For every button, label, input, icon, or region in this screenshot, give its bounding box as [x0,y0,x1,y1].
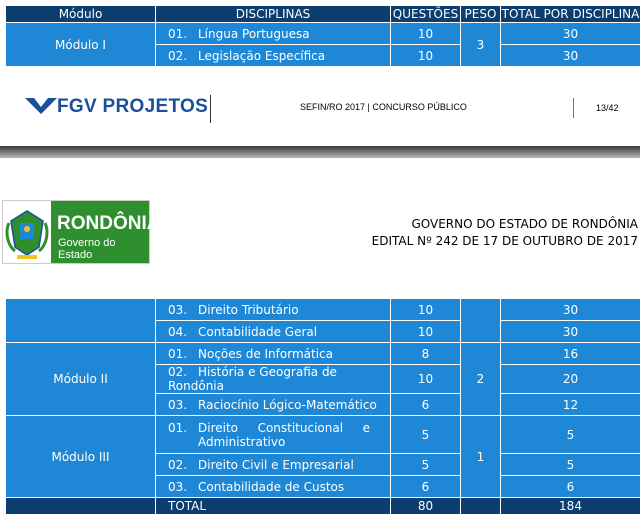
table-row: 01. Noções de Informática [156,343,391,365]
questoes-cell: 5 [391,416,461,454]
questoes-cell: 10 [391,299,461,321]
questoes-cell: 5 [391,454,461,476]
footer-divider-right [573,98,574,118]
questoes-cell: 6 [391,394,461,416]
peso-cell: 3 [461,23,501,67]
questoes-cell: 8 [391,343,461,365]
total-cell: 20 [501,365,640,394]
total-cell: 5 [501,454,640,476]
modulo-cell-continued [6,299,156,343]
header-edital: EDITAL Nº 242 DE 17 DE OUTUBRO DE 2017 [372,234,638,248]
col-header-peso: PESO [461,6,501,23]
col-header-modulo: Módulo [6,6,156,23]
modulo-cell: Módulo III [6,416,156,498]
table-row: 03. Direito Tributário [156,299,391,321]
col-header-questoes: QUESTÕES [391,6,461,23]
total-peso-empty [461,498,501,515]
modulo-cell: Módulo II [6,343,156,416]
total-sum: 184 [501,498,640,515]
total-cell: 16 [501,343,640,365]
table-row: 03. Raciocínio Lógico-Matemático [156,394,391,416]
total-questoes: 80 [391,498,461,515]
table-row: 03. Contabilidade de Custos [156,476,391,498]
questoes-cell: 10 [391,23,461,45]
modulo-cell: Módulo I [6,23,156,67]
total-label: TOTAL [156,498,391,515]
table-row: 01. Direito Constitucional e Administrativo [156,416,391,454]
page-number: 13/42 [596,103,619,113]
total-cell: 6 [501,476,640,498]
table-row: 02. História e Geografia de Rondônia [156,365,391,394]
questoes-cell: 10 [391,321,461,343]
questoes-cell: 6 [391,476,461,498]
logo-title: RONDÔNIA [57,213,160,235]
page-break [0,146,640,158]
footer-divider [210,95,211,123]
coat-of-arms-icon [3,201,51,263]
footer-center-text: SEFIN/RO 2017 | CONCURSO PÚBLICO [300,102,467,112]
disciplinas-table-top [5,5,640,67]
rondonia-logo [2,200,150,264]
fgv-logo: FGV PROJETOS [25,96,208,118]
total-cell: 30 [501,321,640,343]
logo-subtitle: Governo do Estado [58,237,149,261]
header-government: GOVERNO DO ESTADO DE RONDÔNIA [411,217,638,231]
fgv-logo-icon [25,98,57,114]
questoes-cell: 10 [391,365,461,394]
col-header-total: TOTAL POR DISCIPLINA [501,6,640,23]
total-cell: 30 [501,299,640,321]
total-empty-cell [6,498,156,515]
total-cell: 12 [501,394,640,416]
col-header-disciplinas: DISCIPLINAS [156,6,391,23]
table-row: 01. Língua Portuguesa [156,23,391,45]
total-cell: 30 [501,45,640,67]
table-row: 02. Direito Civil e Empresarial [156,454,391,476]
disciplinas-table-bottom [5,298,640,515]
total-cell: 5 [501,416,640,454]
questoes-cell: 10 [391,45,461,67]
peso-cell: 2 [461,343,501,416]
total-cell: 30 [501,23,640,45]
table-row: 04. Contabilidade Geral [156,321,391,343]
peso-cell: 1 [461,416,501,498]
table-row: 02. Legislação Específica [156,45,391,67]
peso-cell-continued [461,299,501,343]
